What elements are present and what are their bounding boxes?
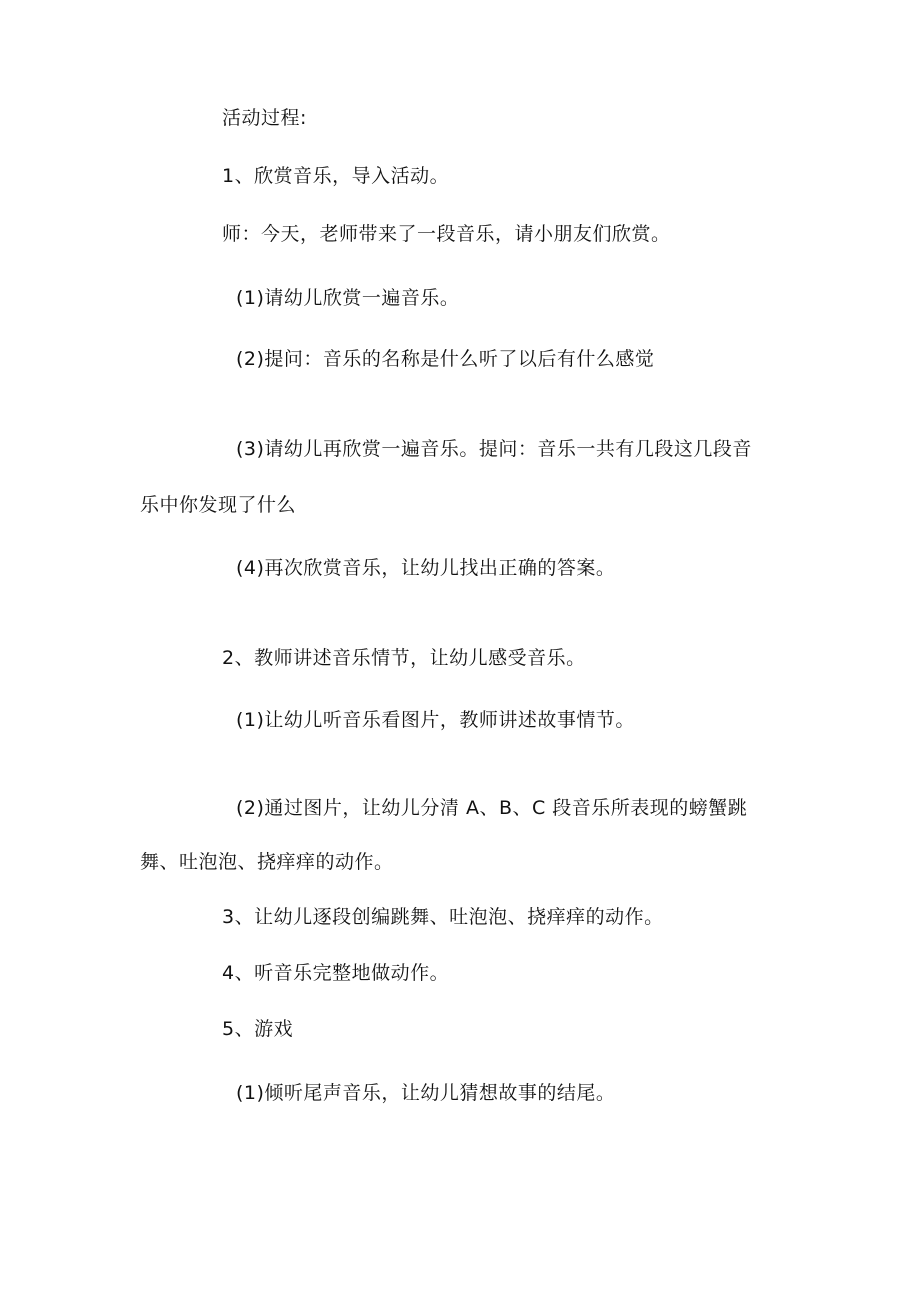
step-4-title: 4、听音乐完整地做动作。	[222, 962, 450, 984]
step-2-item-2-line-2: 舞、吐泡泡、挠痒痒的动作。	[140, 851, 394, 873]
step-3-title: 3、让幼儿逐段创编跳舞、吐泡泡、挠痒痒的动作。	[222, 906, 664, 928]
step-5-item-1: (1)倾听尾声音乐，让幼儿猜想故事的结尾。	[236, 1082, 616, 1104]
step-2-item-1: (1)让幼儿听音乐看图片，教师讲述故事情节。	[236, 709, 635, 731]
teacher-intro-line: 师：今天，老师带来了一段音乐，请小朋友们欣赏。	[222, 223, 671, 245]
step-5-title: 5、游戏	[222, 1018, 294, 1040]
step-1-item-1: (1)请幼儿欣赏一遍音乐。	[236, 287, 460, 309]
section-heading: 活动过程:	[222, 107, 307, 129]
step-1-item-2: (2)提问：音乐的名称是什么听了以后有什么感觉	[236, 348, 655, 370]
step-2-item-2-line-1: (2)通过图片，让幼儿分清 A、B、C 段音乐所表现的螃蟹跳	[236, 797, 748, 819]
step-1-title: 1、欣赏音乐，导入活动。	[222, 165, 450, 187]
step-2-title: 2、教师讲述音乐情节，让幼儿感受音乐。	[222, 647, 586, 669]
step-1-item-4: (4)再次欣赏音乐，让幼儿找出正确的答案。	[236, 557, 616, 579]
step-1-item-3-line-2: 乐中你发现了什么	[140, 494, 297, 516]
step-1-item-3-line-1: (3)请幼儿再欣赏一遍音乐。提问：音乐一共有几段这几段音	[236, 438, 752, 460]
